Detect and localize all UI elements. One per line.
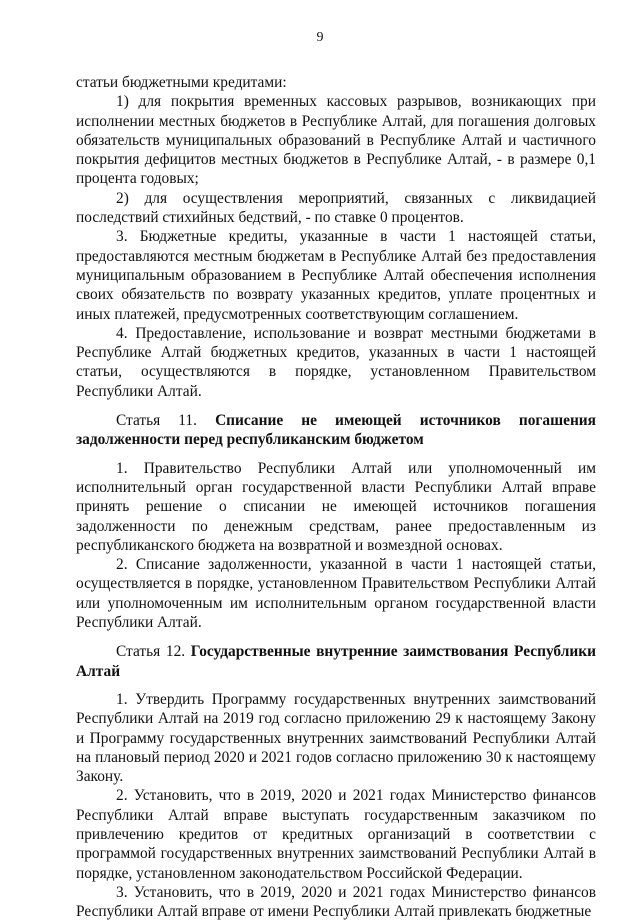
article-number: Статья 11.: [116, 412, 197, 430]
paragraph: статьи бюджетными кредитами:: [76, 74, 287, 91]
article-title: Государственные внутренние заимствования Республики Алтай: [76, 643, 596, 680]
paragraph: 2. Списание задолженности, указанной в части 1 настоящей статьи, осуществляется в порядке, установленном Правительством Республики Алтай или уполномоченным им исполнительным органом государственной власти Республики Алтай.: [76, 556, 596, 632]
document-body: [76, 73, 596, 921]
article-heading: [76, 411, 596, 450]
paragraph: 3. Бюджетные кредиты, указанные в части 1 настоящей статьи, предоставляются местным бюджетам в Республике Алтай без предоставления муниципальным образованием в Республике Алтай обеспечения исполнения своих обязательств по возврату указанных кредитов, уплате процентных и иных платежей, предусмотренных соответствующим соглашением.: [76, 228, 596, 323]
paragraph: 1. Правительство Республики Алтай или уполномоченный им исполнительный орган государственной власти Республики Алтай вправе принять решение о списании не имеющей источников погашения задолженности по денежным средствам, ранее предоставленным из республиканского бюджета на возвратной и возмездной основах.: [76, 459, 596, 554]
paragraph: 2) для осуществления мероприятий, связанных с ликвидацией последствий стихийных бедствий, - по ставке 0 процентов.: [76, 189, 596, 227]
paragraph: 1) для покрытия временных кассовых разрывов, возникающих при исполнении местных бюджетов в Республике Алтай, для погашения долговых обязательств муниципальных образований в Республике Алтай и частичного покрытия дефицитов местных бюджетов в Республике Алтай, - в размере 0,1 процента годовых;: [76, 93, 596, 188]
paragraph: 3. Установить, что в 2019, 2020 и 2021 годах Министерство финансов Республики Алтай вправе от имени Республики Алтай привлекать бюджетные: [76, 883, 596, 921]
article-number: Статья 12.: [116, 643, 186, 661]
article-title: Списание не имеющей источников погашения задолженности перед республиканским бюджетом: [76, 412, 597, 449]
article-heading: [76, 642, 596, 681]
paragraph: 2. Установить, что в 2019, 2020 и 2021 годах Министерство финансов Республики Алтай вправе выступать государственным заказчиком по привлечению кредитов от кредитных организаций в соответствии с программой государственных внутренних заимствований Республики Алтай в порядке, установленном законодательством Российской Федерации.: [76, 787, 596, 882]
page-number: 9: [316, 30, 324, 45]
paragraph: 4. Предоставление, использование и возврат местными бюджетами в Республике Алтай бюджетных кредитов, указанных в части 1 настоящей статьи, осуществляются в порядке, установленном Правительством Республики Алтай.: [76, 324, 596, 400]
paragraph: 1. Утвердить Программу государственных внутренних заимствований Республики Алтай на 2019 год согласно приложению 29 к настоящему Закону и Программу государственных внутренних заимствований Республики Алтай на плановый период 2020 и 2021 годов согласно приложению 30 к настоящему Закону.: [76, 690, 596, 786]
